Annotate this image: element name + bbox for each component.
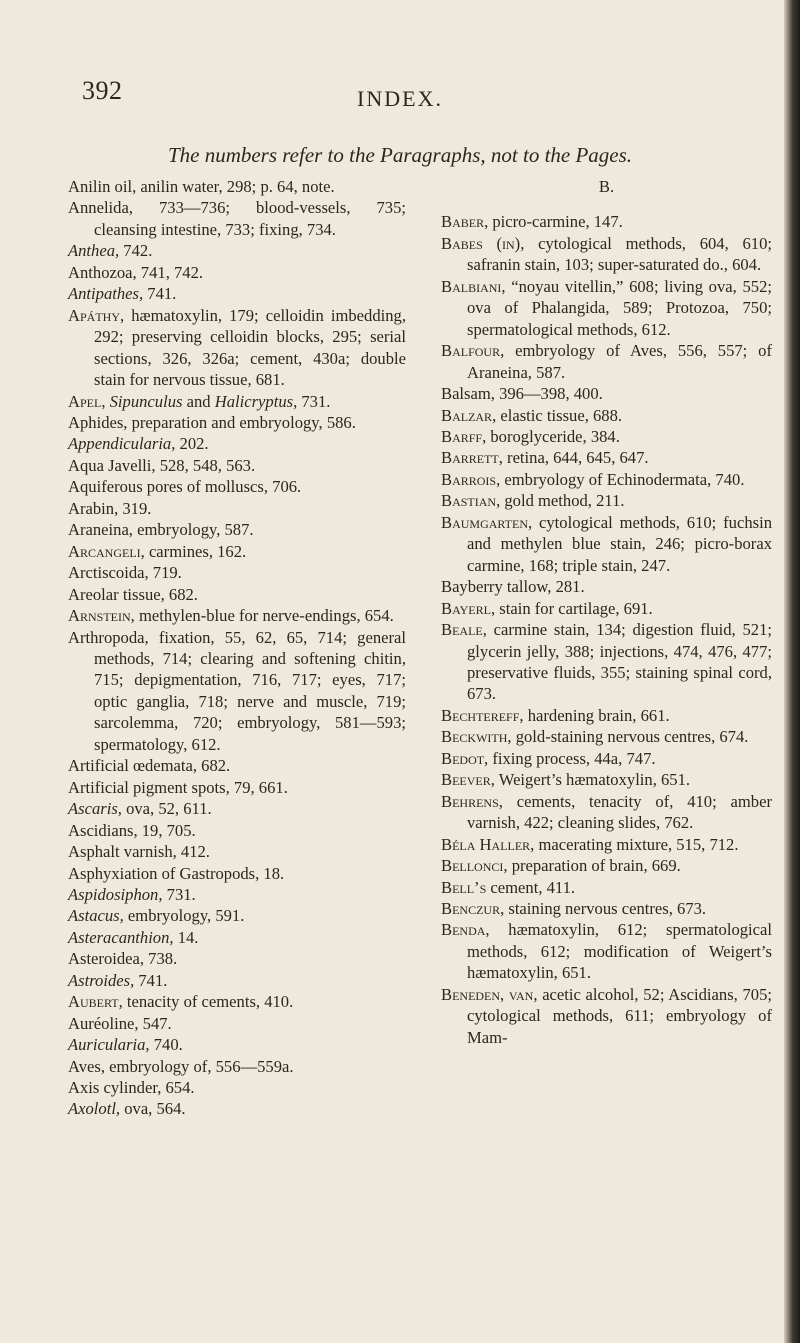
entry-author: Barff, xyxy=(441,426,487,446)
entry-author: Benczur, xyxy=(441,898,505,918)
entry-text: 741. xyxy=(143,284,177,304)
entry-text: 14. xyxy=(173,927,199,947)
entry-taxon: Aspidosiphon, xyxy=(68,884,163,904)
index-entry xyxy=(441,726,772,747)
index-entry xyxy=(441,855,772,876)
entry-text: 202. xyxy=(175,434,209,454)
index-entry xyxy=(68,948,406,969)
index-entry xyxy=(441,919,772,983)
entry-author: Behrens, xyxy=(441,791,503,811)
entry-text: cytological methods, 604, 610; safranin stain, 103; super-saturated do., 604. xyxy=(467,233,772,275)
entry-author: Béla Haller, xyxy=(441,834,535,854)
index-entry xyxy=(441,512,772,576)
entry-text: 740. xyxy=(149,1035,183,1055)
index-entry xyxy=(68,498,406,519)
entry-taxon: Astroides, xyxy=(68,970,135,990)
entry-taxon: Astacus, xyxy=(68,906,124,926)
index-entry xyxy=(441,984,772,1048)
index-entry xyxy=(441,276,772,340)
entry-author: Beale, xyxy=(441,620,487,640)
index-entry xyxy=(441,383,772,404)
entry-text: 731. xyxy=(162,884,196,904)
entry-taxon: Asteracanthion, xyxy=(68,927,174,947)
entry-author: Bechtereff, xyxy=(441,705,524,725)
entry-taxon: Ascaris, xyxy=(68,799,122,819)
entry-author: Balfour, xyxy=(441,341,505,361)
index-entry xyxy=(441,576,772,597)
entry-taxon: Sipunculus xyxy=(109,391,183,411)
entry-text: Arabin, 319. xyxy=(68,498,152,518)
entry-text: embryology, 591. xyxy=(123,906,245,926)
index-entry xyxy=(68,455,406,476)
entry-text: carmine stain, 134; digestion fluid, 521; glycerin jelly, 388; injections, 474, 476, 477; preservative fluids, 355; staining spinal cord, 673. xyxy=(467,620,772,704)
index-entry xyxy=(441,340,772,383)
index-entry xyxy=(441,619,772,705)
entry-text: hæmatoxylin, 179; celloidin imbedding, 292; preserving celloidin blocks, 295; serial sections, 326, 326a; cement, 430a; double stain for nervous tissue, 681. xyxy=(94,305,406,390)
entry-text: Araneina, embryology, 587. xyxy=(68,520,254,540)
index-entry xyxy=(68,1098,406,1119)
index-entry xyxy=(441,705,772,726)
entry-text: staining nervous centres, 673. xyxy=(504,898,707,918)
entry-text: Weigert’s hæmatoxylin, 651. xyxy=(494,770,691,790)
entry-text: Ascidians, 19, 705. xyxy=(68,820,196,840)
index-entry xyxy=(68,562,406,583)
index-entry xyxy=(441,447,772,468)
entry-text: Axis cylinder, 654. xyxy=(68,1078,195,1098)
index-entry xyxy=(68,605,406,626)
right-column-entries xyxy=(441,211,772,1048)
entry-text: Arctiscoida, 719. xyxy=(68,563,182,583)
entry-taxon: Axolotl, xyxy=(68,1099,121,1119)
entry-author: Apel, xyxy=(68,391,106,411)
index-entry xyxy=(68,584,406,605)
index-entry xyxy=(441,211,772,232)
entry-author: Barrett, xyxy=(441,448,503,468)
entry-author: Apáthy, xyxy=(68,305,125,325)
index-entry xyxy=(68,777,406,798)
entry-text: embryology of Aves, 556, 557; of Araneina, 587. xyxy=(467,341,772,382)
running-head: INDEX. xyxy=(357,86,443,111)
index-entry xyxy=(441,898,772,919)
entry-text: cement, 411. xyxy=(486,877,576,897)
entry-author: Bell’s xyxy=(441,877,487,897)
index-entry xyxy=(441,490,772,511)
entry-text: ova, 52, 611. xyxy=(121,799,212,819)
entry-author: Balzar, xyxy=(441,405,497,425)
index-entry xyxy=(68,970,406,991)
index-entry xyxy=(68,391,406,412)
index-entry xyxy=(441,469,772,490)
entry-text: and xyxy=(182,391,215,411)
entry-text: macerating mixture, 515, 712. xyxy=(534,834,739,854)
entry-author: Beckwith, xyxy=(441,727,512,747)
index-entry xyxy=(68,1077,406,1098)
entry-author: Bedot, xyxy=(441,748,489,768)
entry-text: picro-carmine, 147. xyxy=(488,212,623,232)
entry-text: Areolar tissue, 682. xyxy=(68,584,198,604)
entry-author: Benda, xyxy=(441,920,490,940)
index-entry xyxy=(68,519,406,540)
entry-text: cytological methods, 610; fuchsin and methylen blue stain, 246; picro-borax carmine, 168; triple stain, 247. xyxy=(467,512,772,575)
index-entry xyxy=(68,798,406,819)
entry-taxon: Auricularia, xyxy=(68,1035,150,1055)
entry-text: carmines, 162. xyxy=(144,541,247,561)
index-entry xyxy=(68,1034,406,1055)
entry-text: Anilin oil, anilin water, 298; p. 64, note. xyxy=(68,177,335,196)
index-entry xyxy=(441,233,772,276)
entry-text: Aquiferous pores of molluscs, 706. xyxy=(68,477,302,497)
entry-author: Beever, xyxy=(441,770,495,790)
index-entry xyxy=(441,877,772,898)
entry-text: Balsam, 396—398, 400. xyxy=(441,384,603,404)
entry-taxon: Appendicularia, xyxy=(68,434,176,454)
index-entry xyxy=(68,197,406,240)
entry-author: Babes (in), xyxy=(441,233,525,253)
index-entry xyxy=(441,405,772,426)
entry-taxon: Anthea, xyxy=(68,241,120,261)
entry-text: Artificial œdemata, 682. xyxy=(68,756,231,776)
entry-author: Balbiani, xyxy=(441,276,506,296)
index-entry xyxy=(68,305,406,391)
index-entry xyxy=(441,791,772,834)
index-entry xyxy=(68,176,406,197)
index-entry xyxy=(441,748,772,769)
entry-text: hæmatoxylin, 612; spermatological methods, 612; modification of Weigert’s hæmatoxylin, 651. xyxy=(467,920,772,983)
entry-author: Arnstein, xyxy=(68,606,135,626)
entry-text: 731. xyxy=(297,391,331,411)
entry-text: tenacity of cements, 410. xyxy=(122,992,294,1012)
entry-text: retina, 644, 645, 647. xyxy=(502,448,649,468)
index-entry xyxy=(68,905,406,926)
index-entry xyxy=(68,884,406,905)
entry-text: Annelida, 733—736; blood-vessels, 735; cleansing intestine, 733; fixing, 734. xyxy=(68,198,406,239)
entry-text: Arthropoda, fixation, 55, 62, 65, 714; general methods, 714; clearing and softening chitin, 715; depigmentation, 716, 717; eyes, 717; optic ganglia, 718; nerve and muscle, 719; sarcolemma, 720; embryology, 581—593; spermatology, 612. xyxy=(68,627,406,754)
entry-author: Aubert, xyxy=(68,992,123,1012)
entry-text: Artificial pigment spots, 79, 661. xyxy=(68,777,288,797)
entry-author: Baumgarten, xyxy=(441,512,533,532)
entry-text: elastic tissue, 688. xyxy=(496,405,623,425)
index-entry xyxy=(68,841,406,862)
entry-author: Baber, xyxy=(441,212,489,232)
entry-text: Auréoline, 547. xyxy=(68,1013,172,1033)
entry-author: Bastian, xyxy=(441,491,501,511)
entry-text: gold-staining nervous centres, 674. xyxy=(511,727,749,747)
index-entry xyxy=(68,541,406,562)
entry-text: 741. xyxy=(134,970,168,990)
entry-text: Asteroidea, 738. xyxy=(68,949,178,969)
entry-author: Barrois, xyxy=(441,469,501,489)
entry-text: Aqua Javelli, 528, 548, 563. xyxy=(68,455,256,475)
entry-author: Bayerl, xyxy=(441,598,496,618)
entry-taxon: Antipathes, xyxy=(68,284,144,304)
entry-text: methylen-blue for nerve-endings, 654. xyxy=(134,606,394,626)
entry-author: Beneden, van, xyxy=(441,984,538,1004)
left-column xyxy=(68,176,406,1120)
entry-text: Aphides, preparation and embryology, 586. xyxy=(68,412,356,432)
index-entry xyxy=(68,863,406,884)
index-entry xyxy=(68,927,406,948)
index-entry xyxy=(68,991,406,1012)
entry-text: Asphyxiation of Gastropods, 18. xyxy=(68,863,285,883)
index-entry xyxy=(68,433,406,454)
entry-text: fixing process, 44a, 747. xyxy=(488,748,656,768)
entry-text: Anthozoa, 741, 742. xyxy=(68,262,204,282)
entry-text: Bayberry tallow, 281. xyxy=(441,577,585,597)
entry-text: gold method, 211. xyxy=(500,491,625,511)
entry-text: cements, tenacity of, 410; amber varnish, 422; cleaning slides, 762. xyxy=(467,791,772,833)
entry-text: preparation of brain, 669. xyxy=(507,856,681,876)
entry-author: Bellonci, xyxy=(441,856,508,876)
entry-text: embryology of Echinodermata, 740. xyxy=(500,469,745,489)
entry-text: boroglyceride, 384. xyxy=(486,426,620,446)
page-number: 392 xyxy=(82,76,123,105)
index-entry xyxy=(441,834,772,855)
index-entry xyxy=(68,412,406,433)
entry-text: “noyau vitellin,” 608; living ova, 552; ova of Phalangida, 589; Protozoa, 750; spermatological methods, 612. xyxy=(467,276,772,339)
entry-text: 742. xyxy=(119,241,153,261)
entry-text: stain for cartilage, 691. xyxy=(495,598,653,618)
entry-text: Aves, embryology of, 556—559a. xyxy=(68,1056,294,1076)
index-entry xyxy=(68,1056,406,1077)
index-subtitle: The numbers refer to the Paragraphs, not to the Pages. xyxy=(167,143,633,167)
entry-author: Arcangeli, xyxy=(68,541,145,561)
page-edge-shadow xyxy=(784,0,800,1343)
section-letter-b: B. xyxy=(598,177,615,196)
entry-taxon: Halicryptus, xyxy=(214,391,298,411)
index-entry xyxy=(68,240,406,261)
index-entry xyxy=(68,1013,406,1034)
right-column xyxy=(441,176,772,1048)
index-entry xyxy=(68,262,406,283)
index-entry xyxy=(441,598,772,619)
index-entry xyxy=(68,820,406,841)
index-entry xyxy=(441,769,772,790)
index-entry xyxy=(68,755,406,776)
entry-text: acetic alcohol, 52; Ascidians, 705; cytological methods, 611; embryology of Mam- xyxy=(467,984,773,1047)
entry-text: ova, 564. xyxy=(120,1099,186,1119)
index-entry xyxy=(68,283,406,304)
index-entry xyxy=(441,426,772,447)
index-entry xyxy=(68,627,406,756)
entry-text: Asphalt varnish, 412. xyxy=(68,842,210,862)
entry-text: hardening brain, 661. xyxy=(523,705,670,725)
index-entry xyxy=(68,476,406,497)
